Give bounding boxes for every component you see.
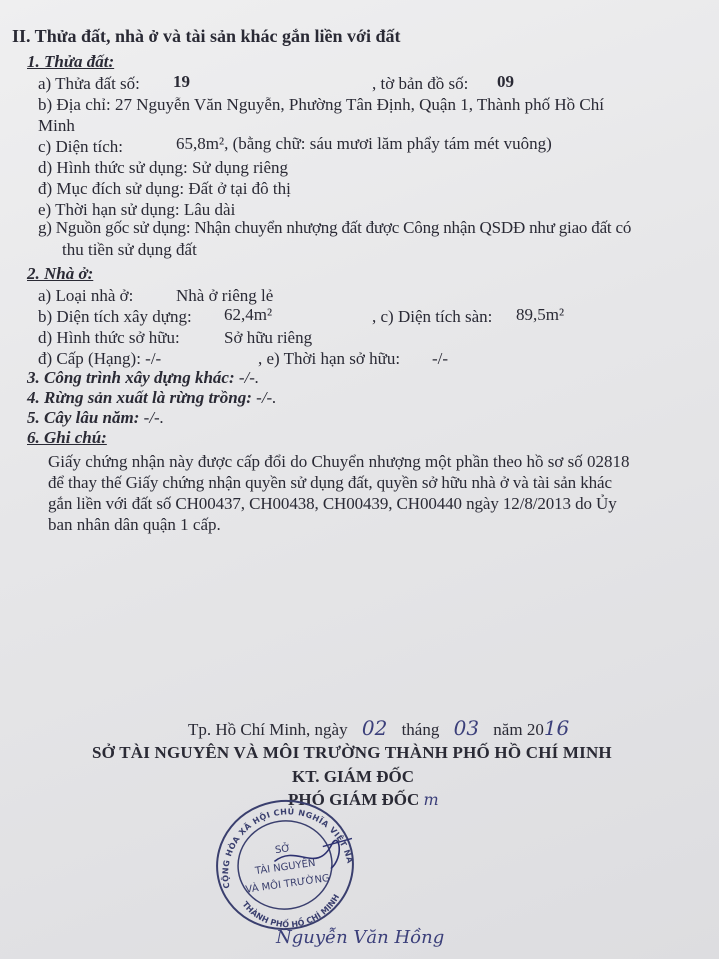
address-line2: Minh — [38, 116, 75, 135]
ownership-label: d) Hình thức sở hữu: — [38, 328, 180, 347]
svg-text:CỘNG HÒA XÃ HỘI CHỦ NGHĨA VIỆT: CỘNG HÒA XÃ HỘI CHỦ NGHĨA VIỆT NAM — [221, 807, 355, 890]
kt-director: KT. GIÁM ĐỐC — [292, 767, 414, 786]
notes-heading: 6. Ghi chú: — [27, 428, 107, 447]
svg-text:VÀ MÔI TRƯỜNG: VÀ MÔI TRƯỜNG — [244, 872, 331, 896]
month-handwritten: 03 — [453, 716, 480, 740]
usage-origin-line2: thu tiền sử dụng đất — [62, 240, 197, 259]
usage-origin-line1: g) Nguồn gốc sử dụng: Nhận chuyển nhượng đất được Công nhận QSDĐ như giao đất có — [38, 218, 632, 237]
ownership-value: Sở hữu riêng — [224, 328, 313, 347]
signer-name: Nguyễn Văn Hồng — [276, 927, 445, 948]
notes-line2: để thay thế Giấy chứng nhận quyền sử dụng đất, quyền sở hữu nhà ở và tài sản khác — [48, 473, 612, 492]
area-value: 65,8m², (bằng chữ: sáu mươi lăm phẩy tám mét vuông) — [176, 134, 552, 153]
construction-area-value: 62,4m² — [224, 305, 273, 324]
usage-purpose: đ) Mục đích sử dụng: Đất ở tại đô thị — [38, 179, 291, 198]
svg-text:THÀNH PHỐ HỒ CHÍ MINH: THÀNH PHỐ HỒ CHÍ MINH — [240, 892, 342, 930]
usage-term: e) Thời hạn sử dụng: Lâu dài — [38, 200, 236, 219]
address-line1: b) Địa chỉ: 27 Nguyễn Văn Nguyễn, Phường Tân Định, Quận 1, Thành phố Hồ Chí — [38, 95, 604, 114]
notes-line3: gắn liền với đất số CH00437, CH00438, CH00439, CH00440 ngày 12/8/2013 do Ủy — [48, 494, 617, 513]
svg-text:SỞ: SỞ — [274, 843, 292, 857]
floor-area-value: 89,5m² — [516, 305, 565, 324]
map-sheet-label: , tờ bản đồ số: — [372, 74, 469, 93]
signing-date: Tp. Hồ Chí Minh, ngày 02 tháng 03 năm 2016 — [188, 716, 570, 740]
construction-area-label: b) Diện tích xây dựng: — [38, 307, 192, 326]
svg-text:TÀI NGUYÊN: TÀI NGUYÊN — [254, 857, 317, 878]
grade-label: đ) Cấp (Hạng): -/- — [38, 349, 162, 368]
land-number-value: 19 — [173, 72, 190, 91]
section-title: II. Thửa đất, nhà ở và tài sản khác gắn liền với đất — [12, 26, 401, 46]
floor-area-label: , c) Diện tích sàn: — [372, 307, 493, 326]
other-construction: 3. Công trình xây dựng khác: -/-. — [27, 368, 260, 387]
perennial-trees: 5. Cây lâu năm: -/-. — [27, 408, 164, 427]
department-name: SỞ TÀI NGUYÊN VÀ MÔI TRƯỜNG THÀNH PHỐ HỒ CHÍ MINH — [92, 743, 612, 762]
house-heading: 2. Nhà ở: — [27, 264, 94, 283]
notes-line4: ban nhân dân quận 1 cấp. — [48, 515, 221, 534]
production-forest: 4. Rừng sản xuất là rừng trồng: -/-. — [27, 388, 277, 407]
initial-mark: m — [423, 790, 439, 809]
deputy-director: PHÓ GIÁM ĐỐC m — [288, 790, 439, 809]
house-type-label: a) Loại nhà ở: — [38, 286, 134, 305]
land-number-label: a) Thửa đất số: — [38, 74, 140, 93]
official-seal — [205, 790, 365, 940]
area-label: c) Diện tích: — [38, 137, 123, 156]
year-handwritten: 16 — [543, 716, 570, 740]
map-sheet-value: 09 — [497, 72, 514, 91]
ownership-term-value: -/- — [432, 349, 449, 368]
notes-line1: Giấy chứng nhận này được cấp đổi do Chuyển nhượng một phần theo hồ sơ số 02818 — [48, 452, 630, 471]
day-handwritten: 02 — [361, 716, 388, 740]
usage-form: d) Hình thức sử dụng: Sử dụng riêng — [38, 158, 289, 177]
house-type-value: Nhà ở riêng lẻ — [176, 286, 274, 305]
ownership-term-label: , e) Thời hạn sở hữu: — [258, 349, 401, 368]
land-heading: 1. Thửa đất: — [27, 52, 115, 71]
